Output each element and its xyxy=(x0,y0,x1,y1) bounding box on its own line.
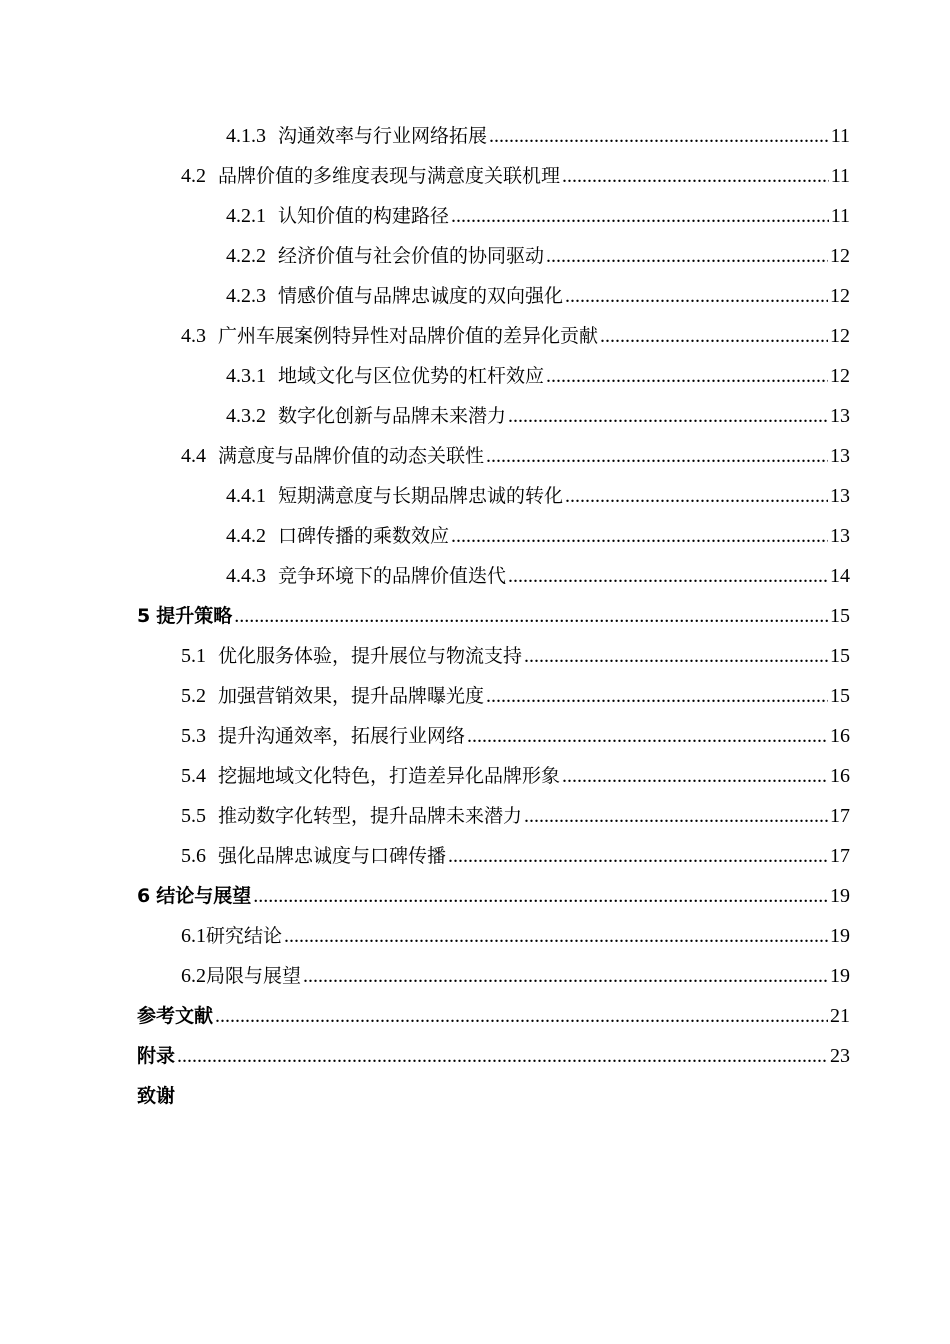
toc-entry-label: 挖掘地域文化特色，打造差异化品牌形象 xyxy=(218,765,561,787)
toc-entry-title xyxy=(181,676,484,716)
toc-entry-page: 16 xyxy=(830,725,850,747)
toc-entry[interactable] xyxy=(0,516,950,556)
toc-entry-title xyxy=(137,1076,175,1116)
toc-entry[interactable] xyxy=(0,916,950,956)
toc-entry-page: 11 xyxy=(830,205,850,227)
toc-entry-number: 4.1.3 xyxy=(226,125,266,147)
toc-dot-leader xyxy=(486,676,828,716)
toc-entry-label: 附录 xyxy=(137,1045,176,1067)
toc-entry-title xyxy=(181,796,522,836)
toc-entry-page: 23 xyxy=(830,1045,850,1067)
toc-entry-title xyxy=(226,476,563,516)
toc-dot-leader xyxy=(565,476,828,516)
toc-entry-page: 13 xyxy=(830,445,850,467)
toc-entry-title xyxy=(226,396,506,436)
toc-entry-page: 12 xyxy=(830,365,850,387)
toc-dot-leader xyxy=(303,956,828,996)
toc-entry[interactable] xyxy=(0,556,950,596)
toc-entry-page: 12 xyxy=(830,245,850,267)
toc-entry-number: 4.2.3 xyxy=(226,285,266,307)
toc-dot-leader xyxy=(524,636,828,676)
toc-entry-label: 强化品牌忠诚度与口碑传播 xyxy=(218,845,447,867)
toc-entry[interactable] xyxy=(0,956,950,996)
toc-entry-title xyxy=(181,316,598,356)
toc-entry-page: 11 xyxy=(830,125,850,147)
toc-entry-label: 广州车展案例特异性对品牌价值的差异化贡献 xyxy=(218,325,599,347)
toc-entry-title xyxy=(137,876,251,916)
toc-entry-page: 13 xyxy=(830,405,850,427)
toc-entry-page: 12 xyxy=(830,325,850,347)
toc-entry-label: 研究结论 xyxy=(206,925,283,947)
table-of-contents xyxy=(0,116,950,1116)
toc-entry[interactable] xyxy=(0,1076,950,1116)
toc-entry-label: 竞争环境下的品牌价值迭代 xyxy=(278,565,507,587)
toc-entry-label: 情感价值与品牌忠诚度的双向强化 xyxy=(278,285,564,307)
toc-entry-label: 提升沟通效率，拓展行业网络 xyxy=(218,725,466,747)
toc-entry-page: 17 xyxy=(830,805,850,827)
toc-dot-leader xyxy=(546,236,828,276)
toc-entry-number: 4.4 xyxy=(181,445,206,467)
toc-entry[interactable] xyxy=(0,316,950,356)
toc-entry-number: 6.1 xyxy=(181,925,206,947)
toc-entry-number: 5.1 xyxy=(181,645,206,667)
toc-entry-label: 推动数字化转型，提升品牌未来潜力 xyxy=(218,805,523,827)
toc-dot-leader xyxy=(546,356,828,396)
toc-entry[interactable] xyxy=(0,636,950,676)
toc-entry-number: 4.3.2 xyxy=(226,405,266,427)
toc-entry[interactable] xyxy=(0,396,950,436)
toc-entry-number: 5 xyxy=(137,605,151,627)
toc-dot-leader xyxy=(467,716,828,756)
toc-entry-number: 6 xyxy=(137,885,151,907)
toc-entry[interactable] xyxy=(0,116,950,156)
toc-entry-title xyxy=(181,956,301,996)
toc-entry-label: 参考文献 xyxy=(137,1005,214,1027)
toc-entry-title xyxy=(226,276,563,316)
toc-entry-page: 19 xyxy=(830,885,850,907)
toc-entry-page: 12 xyxy=(830,285,850,307)
toc-entry-title xyxy=(226,356,544,396)
toc-entry[interactable] xyxy=(0,476,950,516)
toc-entry-number: 5.3 xyxy=(181,725,206,747)
toc-entry[interactable] xyxy=(0,996,950,1036)
toc-entry-label: 优化服务体验，提升展位与物流支持 xyxy=(218,645,523,667)
toc-entry-title xyxy=(181,636,522,676)
toc-entry-number: 4.4.1 xyxy=(226,485,266,507)
toc-dot-leader xyxy=(234,596,828,636)
toc-entry-label: 满意度与品牌价值的动态关联性 xyxy=(218,445,485,467)
toc-entry-title xyxy=(137,1036,175,1076)
toc-entry-number: 5.2 xyxy=(181,685,206,707)
toc-entry-page: 16 xyxy=(830,765,850,787)
toc-entry[interactable] xyxy=(0,196,950,236)
toc-entry-number: 5.5 xyxy=(181,805,206,827)
toc-entry-label: 局限与展望 xyxy=(206,965,302,987)
toc-entry-label: 经济价值与社会价值的协同驱动 xyxy=(278,245,545,267)
toc-dot-leader xyxy=(600,316,828,356)
toc-entry[interactable] xyxy=(0,276,950,316)
toc-entry-page: 15 xyxy=(830,605,850,627)
toc-dot-leader xyxy=(284,916,828,956)
toc-dot-leader xyxy=(177,1036,828,1076)
toc-entry-page: 17 xyxy=(830,845,850,867)
toc-entry-page: 14 xyxy=(830,565,850,587)
toc-entry[interactable] xyxy=(0,236,950,276)
toc-entry[interactable] xyxy=(0,676,950,716)
toc-dot-leader xyxy=(489,116,829,156)
toc-dot-leader xyxy=(508,556,828,596)
toc-entry-title xyxy=(226,236,544,276)
toc-dot-leader xyxy=(253,876,828,916)
toc-entry-page: 15 xyxy=(830,645,850,667)
toc-entry-number: 4.3 xyxy=(181,325,206,347)
toc-dot-leader xyxy=(562,156,829,196)
toc-entry-page: 21 xyxy=(830,1005,850,1027)
toc-entry-number: 4.3.1 xyxy=(226,365,266,387)
toc-entry-label: 地域文化与区位优势的杠杆效应 xyxy=(278,365,545,387)
toc-entry[interactable] xyxy=(0,796,950,836)
toc-entry-number: 4.4.2 xyxy=(226,525,266,547)
toc-entry-label: 认知价值的构建路径 xyxy=(278,205,450,227)
toc-entry-number: 4.2 xyxy=(181,165,206,187)
toc-dot-leader xyxy=(215,996,828,1036)
toc-entry-label: 沟通效率与行业网络拓展 xyxy=(278,125,488,147)
toc-entry-page: 13 xyxy=(830,525,850,547)
toc-entry-page: 19 xyxy=(830,925,850,947)
toc-entry[interactable] xyxy=(0,436,950,476)
toc-dot-leader xyxy=(451,516,828,556)
toc-entry[interactable] xyxy=(0,836,950,876)
toc-entry-label: 加强营销效果，提升品牌曝光度 xyxy=(218,685,485,707)
toc-dot-leader xyxy=(562,756,828,796)
toc-entry-label: 致谢 xyxy=(137,1085,176,1107)
toc-entry-number: 6.2 xyxy=(181,965,206,987)
toc-entry-number: 5.4 xyxy=(181,765,206,787)
toc-entry-title xyxy=(137,996,213,1036)
toc-dot-leader xyxy=(448,836,828,876)
toc-entry-label: 提升策略 xyxy=(156,605,233,627)
toc-entry-page: 11 xyxy=(830,165,850,187)
toc-entry-number: 5.6 xyxy=(181,845,206,867)
toc-entry-title xyxy=(181,156,560,196)
toc-dot-leader xyxy=(565,276,828,316)
toc-entry-label: 结论与展望 xyxy=(156,885,252,907)
toc-dot-leader xyxy=(524,796,828,836)
toc-entry-number: 4.4.3 xyxy=(226,565,266,587)
toc-entry-label: 短期满意度与长期品牌忠诚的转化 xyxy=(278,485,564,507)
toc-dot-leader xyxy=(451,196,829,236)
toc-entry-label: 品牌价值的多维度表现与满意度关联机理 xyxy=(218,165,561,187)
toc-entry-title xyxy=(181,716,465,756)
toc-entry-title xyxy=(226,556,506,596)
toc-entry[interactable] xyxy=(0,156,950,196)
toc-entry-title xyxy=(137,596,232,636)
toc-entry-title xyxy=(181,836,446,876)
toc-entry-title xyxy=(181,916,282,956)
toc-entry-title xyxy=(226,516,449,556)
toc-entry-label: 口碑传播的乘数效应 xyxy=(278,525,450,547)
toc-entry-number: 4.2.2 xyxy=(226,245,266,267)
toc-entry-label: 数字化创新与品牌未来潜力 xyxy=(278,405,507,427)
toc-dot-leader xyxy=(508,396,828,436)
toc-entry[interactable] xyxy=(0,1036,950,1076)
toc-dot-leader xyxy=(486,436,828,476)
toc-entry-number: 4.2.1 xyxy=(226,205,266,227)
toc-entry[interactable] xyxy=(0,756,950,796)
toc-entry[interactable] xyxy=(0,596,950,636)
toc-entry-title xyxy=(181,436,484,476)
toc-entry-title xyxy=(181,756,560,796)
toc-entry-page: 19 xyxy=(830,965,850,987)
toc-entry-page: 13 xyxy=(830,485,850,507)
toc-entry-title xyxy=(226,196,449,236)
toc-entry-title xyxy=(226,116,487,156)
toc-entry[interactable] xyxy=(0,716,950,756)
toc-entry-page: 15 xyxy=(830,685,850,707)
toc-entry[interactable] xyxy=(0,876,950,916)
toc-entry[interactable] xyxy=(0,356,950,396)
